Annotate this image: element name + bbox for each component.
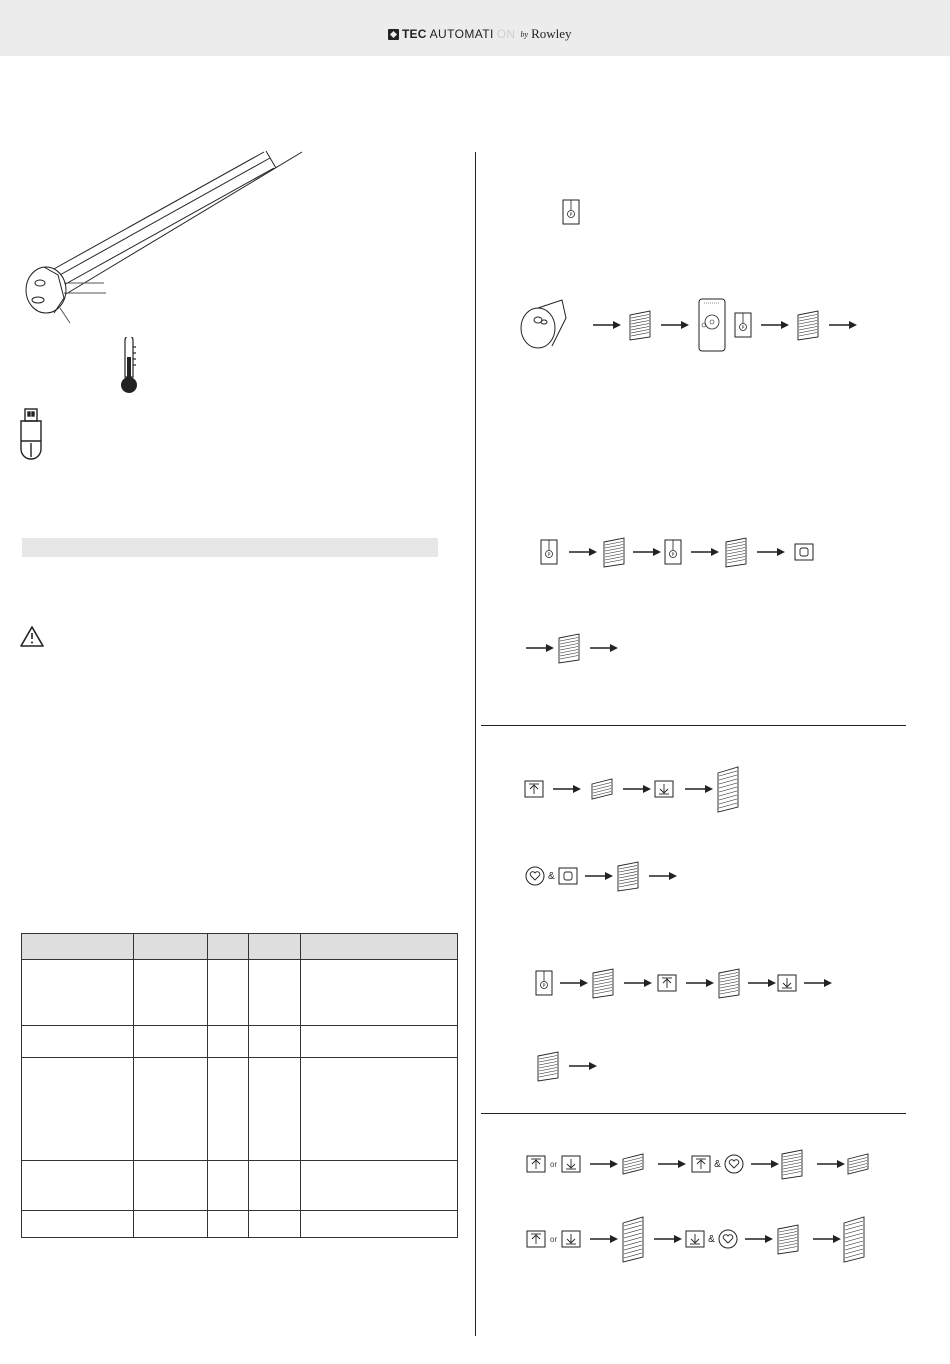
arrow-right-icon xyxy=(812,1234,842,1244)
brand-logo xyxy=(388,26,572,42)
arrow-right-icon xyxy=(525,643,555,653)
or-label: or xyxy=(550,1234,558,1244)
favourite-heart-button-icon xyxy=(724,1154,744,1174)
up-button-icon xyxy=(657,974,677,992)
remote-control-icon xyxy=(698,298,726,352)
favourite-heart-button-icon xyxy=(718,1229,738,1249)
table-header-cell xyxy=(22,934,134,960)
arrow-right-icon xyxy=(685,978,715,988)
up-button-icon xyxy=(691,1155,711,1173)
usb-stick-icon xyxy=(18,407,44,461)
arrow-right-icon xyxy=(584,871,614,881)
arrow-right-icon xyxy=(552,784,582,794)
section-divider xyxy=(481,725,906,726)
program-button-icon xyxy=(535,970,553,996)
logo-company-text: Rowley xyxy=(531,26,572,41)
motor-head-icon xyxy=(518,296,566,354)
arrow-right-icon xyxy=(750,1159,780,1169)
add-remote-sequence xyxy=(540,536,814,568)
column-divider xyxy=(475,152,476,1336)
arrow-right-icon xyxy=(828,320,858,330)
brand-mark-icon xyxy=(388,29,399,40)
program-button-icon xyxy=(664,539,682,565)
section-divider xyxy=(481,1113,906,1114)
roller-shade-icon xyxy=(776,1223,800,1255)
arrow-right-icon xyxy=(653,1234,683,1244)
set-favourite-bottom-sequence xyxy=(526,1215,866,1263)
roller-shade-icon xyxy=(621,1153,645,1175)
arrow-right-icon xyxy=(568,1061,598,1071)
arrow-right-icon xyxy=(690,547,720,557)
roller-shade-icon xyxy=(780,1148,804,1180)
logo-brand-text: TEC xyxy=(402,27,427,41)
roller-shade-icon xyxy=(842,1215,866,1263)
stop-button-icon xyxy=(794,543,814,561)
arrow-right-icon xyxy=(684,784,714,794)
and-symbol: & xyxy=(708,1233,715,1245)
arrow-right-icon xyxy=(657,1159,687,1169)
set-favourite-top-sequence xyxy=(526,1148,870,1180)
roller-shade-icon xyxy=(602,536,626,568)
warning-triangle-icon xyxy=(19,625,45,649)
roller-shade-icon xyxy=(616,860,640,892)
program-button-icon xyxy=(734,312,752,338)
up-button-icon xyxy=(526,1155,546,1173)
logo-by-text: by xyxy=(520,29,529,39)
stop-button-icon xyxy=(558,867,578,885)
roller-shade-icon xyxy=(724,536,748,568)
table-header-cell xyxy=(301,934,458,960)
arrow-right-icon xyxy=(756,547,786,557)
roller-shade-icon xyxy=(536,1050,560,1082)
thermometer-icon xyxy=(118,337,140,395)
roller-shade-icon xyxy=(591,967,615,999)
and-symbol: & xyxy=(714,1158,721,1170)
set-limits-sequence xyxy=(524,765,740,813)
arrow-right-icon xyxy=(816,1159,846,1169)
down-button-icon xyxy=(685,1230,705,1248)
and-symbol: & xyxy=(548,870,555,882)
arrow-right-icon xyxy=(568,547,598,557)
section-heading-bar xyxy=(22,538,438,557)
arrow-right-icon xyxy=(589,643,619,653)
arrow-right-icon xyxy=(592,320,622,330)
roller-shade-icon xyxy=(590,778,614,800)
table-row xyxy=(22,1026,458,1058)
up-button-icon xyxy=(526,1230,546,1248)
arrow-right-icon xyxy=(559,978,589,988)
table-header-cell xyxy=(134,934,208,960)
arrow-right-icon xyxy=(648,871,678,881)
logo-product-text: AUTOMATI xyxy=(429,27,494,41)
finish-sequence xyxy=(536,1050,598,1082)
table-row xyxy=(22,960,458,1026)
roller-shade-icon xyxy=(716,765,740,813)
roller-shade-icon xyxy=(846,1153,870,1175)
reverse-direction-sequence xyxy=(535,967,833,999)
roller-shade-icon xyxy=(717,967,741,999)
table-row xyxy=(22,1161,458,1211)
down-button-icon xyxy=(654,780,674,798)
tubular-motor-icon xyxy=(14,148,314,328)
arrow-right-icon xyxy=(744,1234,774,1244)
roller-shade-icon xyxy=(557,632,581,664)
arrow-right-icon xyxy=(623,978,653,988)
pairing-sequence xyxy=(518,296,858,354)
roller-shade-icon xyxy=(628,309,652,341)
arrow-right-icon xyxy=(747,978,777,988)
arrow-right-icon xyxy=(589,1159,619,1169)
arrow-right-icon xyxy=(660,320,690,330)
favourite-heart-button-icon xyxy=(525,866,545,886)
down-button-icon xyxy=(561,1230,581,1248)
table-header-cell xyxy=(208,934,249,960)
up-button-icon xyxy=(524,780,544,798)
table-row xyxy=(22,1211,458,1238)
page-header xyxy=(0,0,950,56)
table-header-cell xyxy=(249,934,301,960)
table-header-row xyxy=(22,934,458,960)
confirm-sequence xyxy=(525,632,619,664)
favourite-position-sequence xyxy=(525,860,678,892)
arrow-right-icon xyxy=(589,1234,619,1244)
or-label: or xyxy=(550,1159,558,1169)
roller-shade-icon xyxy=(621,1215,645,1263)
down-button-icon xyxy=(561,1155,581,1173)
arrow-right-icon xyxy=(803,978,833,988)
logo-product-faded-text: ON xyxy=(496,27,516,41)
arrow-right-icon xyxy=(760,320,790,330)
program-button-icon xyxy=(562,199,580,225)
arrow-right-icon xyxy=(622,784,652,794)
table-row xyxy=(22,1058,458,1161)
specification-table xyxy=(21,933,458,1238)
roller-shade-icon xyxy=(796,309,820,341)
arrow-right-icon xyxy=(632,547,662,557)
program-button-icon xyxy=(540,539,558,565)
down-button-icon xyxy=(777,974,797,992)
